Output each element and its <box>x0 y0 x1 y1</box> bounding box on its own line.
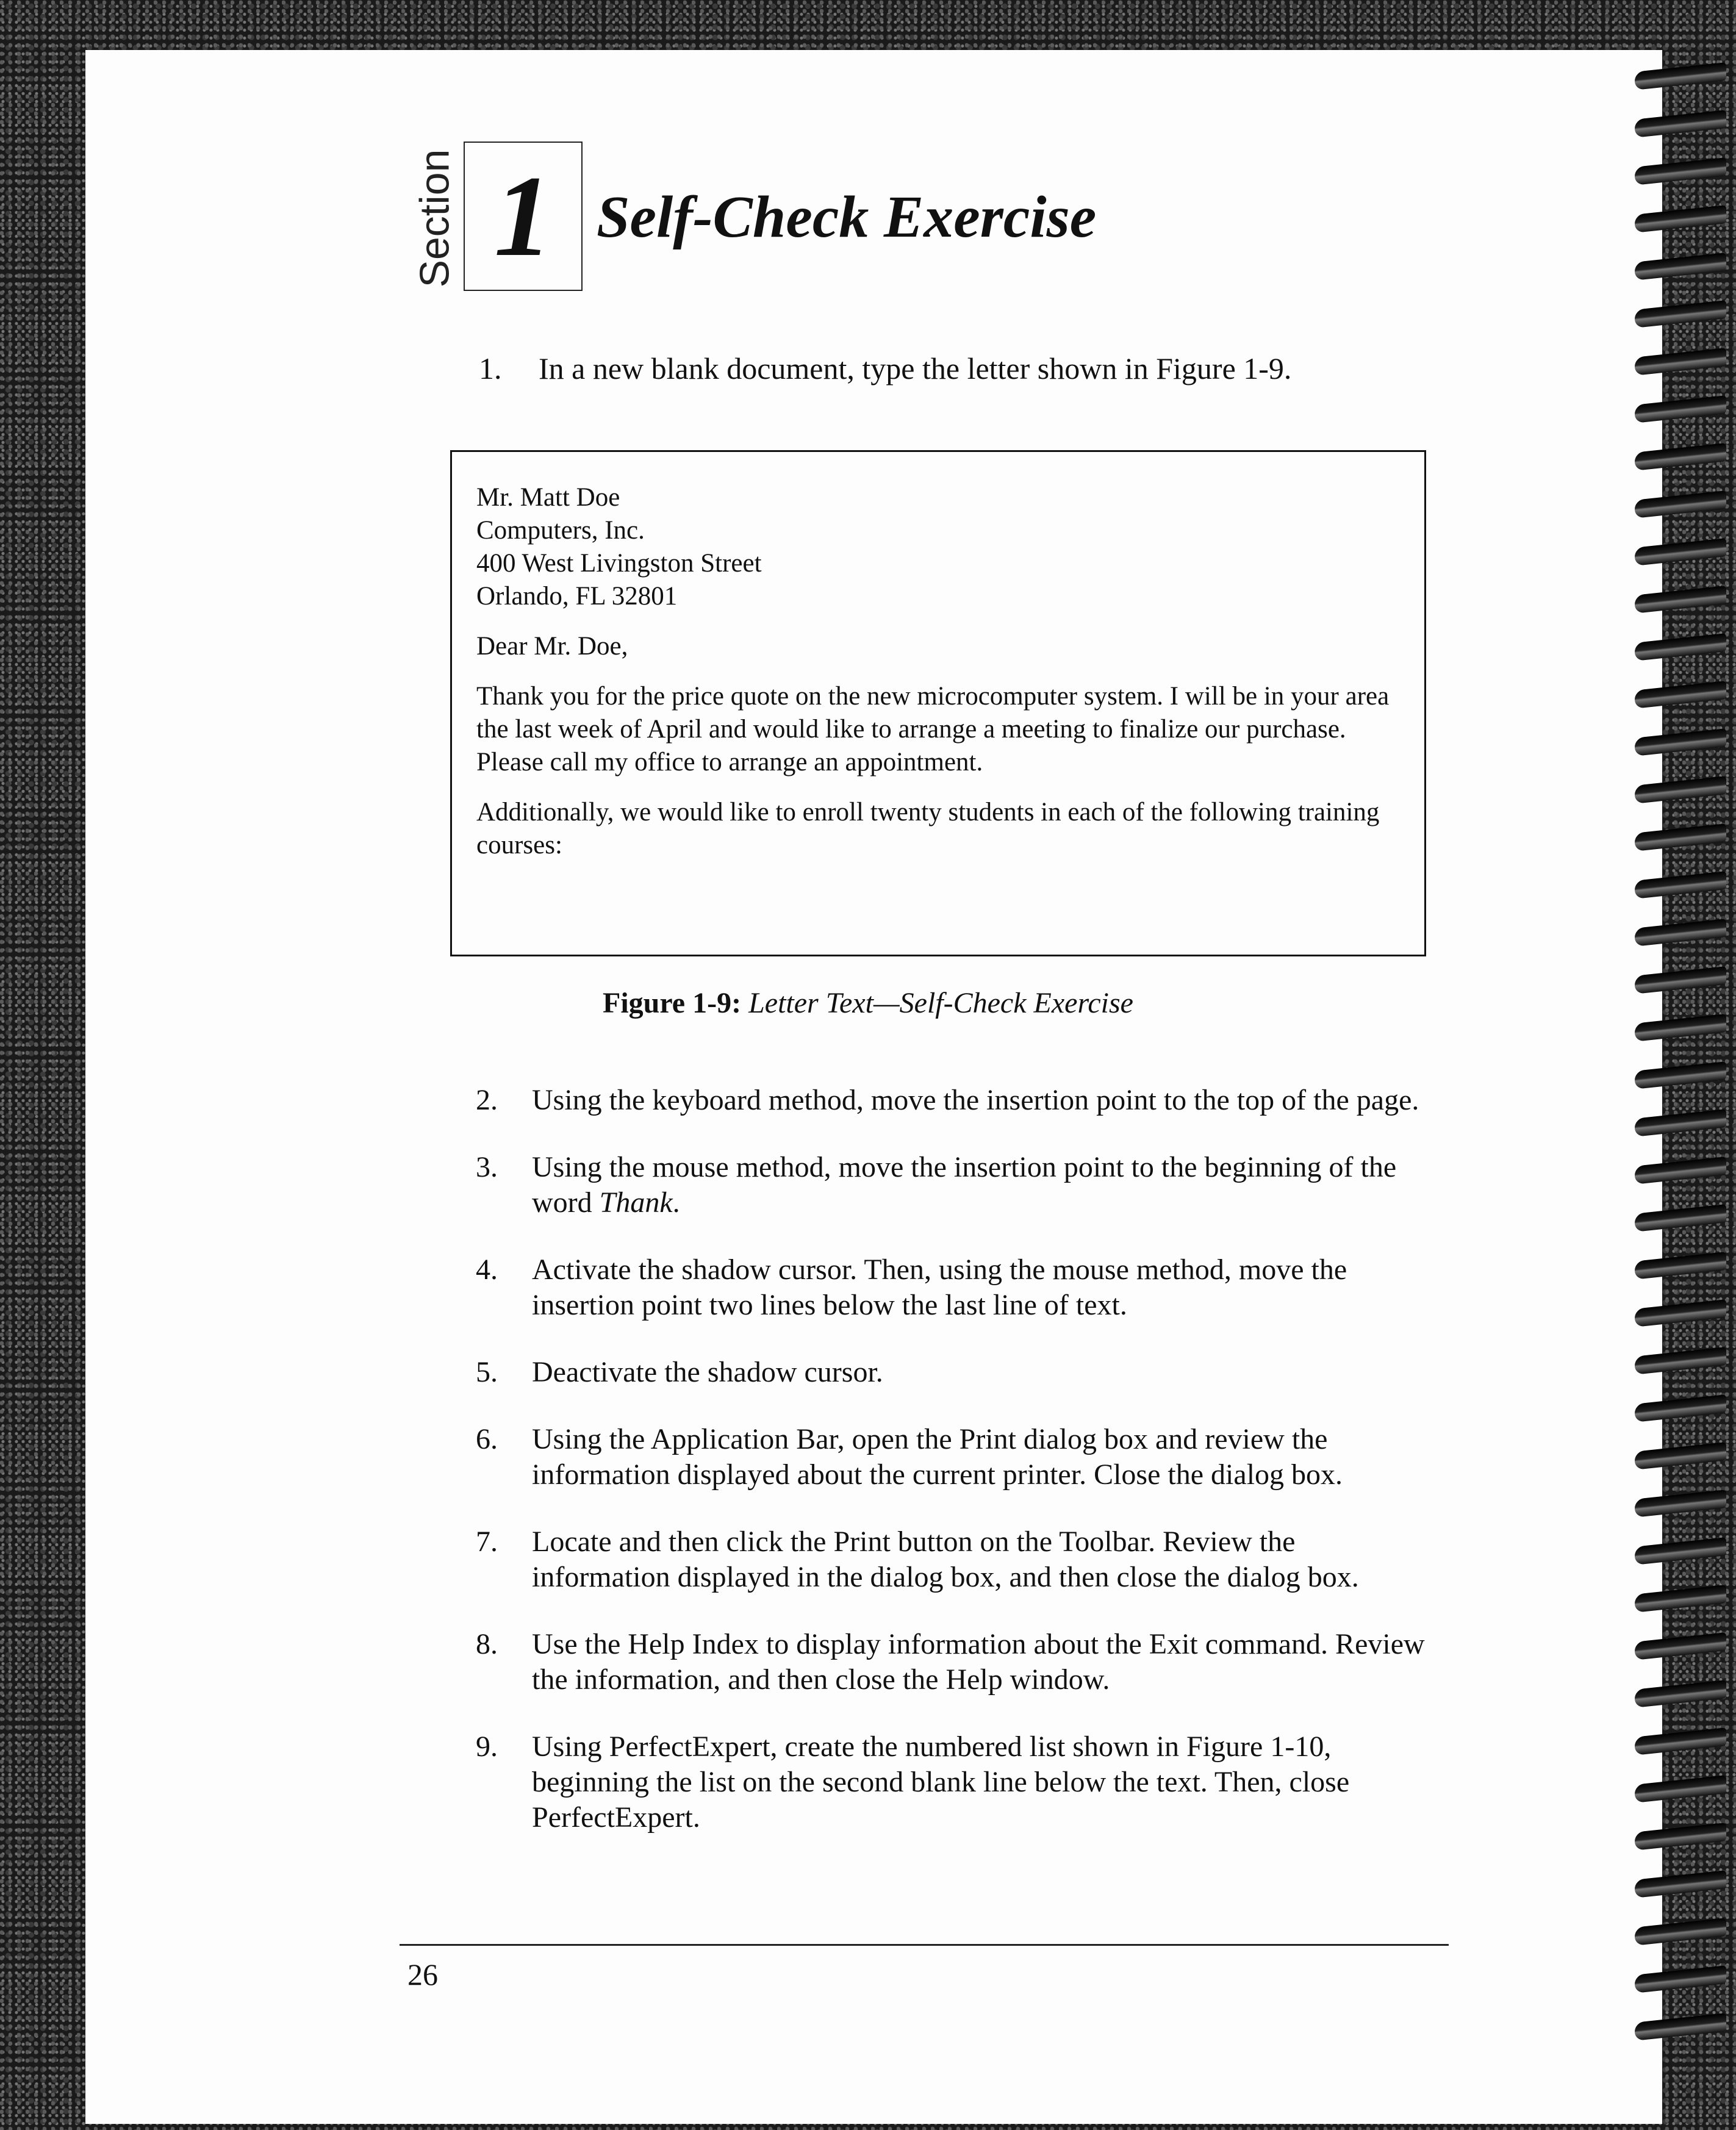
spiral-coil <box>1635 1870 1726 1898</box>
spiral-coil <box>1635 1918 1726 1946</box>
spiral-coil <box>1635 681 1726 709</box>
address-line: 400 West Livingston Street <box>476 549 762 578</box>
spiral-coil <box>1635 823 1726 852</box>
spiral-coil <box>1635 776 1726 804</box>
spiral-coil <box>1635 1394 1726 1422</box>
section-number-box <box>464 142 583 291</box>
spiral-coil <box>1635 157 1726 185</box>
section-number: 1 <box>494 152 552 281</box>
spiral-coil <box>1635 348 1726 376</box>
spiral-coil <box>1635 1347 1726 1375</box>
footer-rule <box>400 1944 1449 1946</box>
spiral-coil <box>1635 1299 1726 1327</box>
spiral-coil <box>1635 1775 1726 1803</box>
step-number: 7. <box>476 1526 498 1558</box>
step-number: 8. <box>476 1628 498 1660</box>
step-text: Using the mouse method, move the insertion point to the beginning of the word <box>532 1151 1397 1219</box>
spiral-coil <box>1635 1156 1726 1185</box>
spiral-coil <box>1635 1632 1726 1660</box>
spiral-coil <box>1635 538 1726 566</box>
spiral-coil <box>1635 586 1726 614</box>
spiral-coil <box>1635 919 1726 947</box>
spiral-coil <box>1635 205 1726 233</box>
step-number: 9. <box>476 1730 498 1763</box>
spiral-coil <box>1635 1680 1726 1708</box>
spiral-coil <box>1635 728 1726 756</box>
step-7 <box>476 1524 1427 1595</box>
step-text: Using the Application Bar, open the Print dialog box and review the information displayed about the current printer. Close the dialog box. <box>532 1423 1343 1491</box>
step-4 <box>476 1252 1427 1323</box>
address-line: Computers, Inc. <box>476 516 645 545</box>
spiral-coil <box>1635 1727 1726 1755</box>
spiral-coil <box>1635 300 1726 328</box>
figure-title: Letter Text—Self-Check Exercise <box>748 987 1133 1019</box>
step-text: Using the keyboard method, move the insertion point to the top of the page. <box>532 1084 1419 1116</box>
step-text: Activate the shadow cursor. Then, using the mouse method, move the insertion point two lines below the last line of text. <box>532 1253 1347 1321</box>
step-emphasis: Thank <box>599 1186 673 1219</box>
step-5 <box>476 1355 1427 1390</box>
section-label: Section <box>411 149 457 287</box>
step-text: Deactivate the shadow cursor. <box>532 1356 883 1388</box>
step-number: 1. <box>479 351 502 385</box>
spiral-binding <box>1635 67 1736 2068</box>
letter-address <box>476 481 1400 613</box>
step-number: 2. <box>476 1084 498 1116</box>
spiral-coil <box>1635 1109 1726 1137</box>
spiral-coil <box>1635 1585 1726 1613</box>
spiral-coil <box>1635 1490 1726 1518</box>
step-number: 6. <box>476 1423 498 1455</box>
step-8 <box>476 1627 1427 1698</box>
step-text: Use the Help Index to display information about the Exit command. Review the information, and then close the Help window. <box>532 1628 1425 1696</box>
spiral-coil <box>1635 1823 1726 1851</box>
step-text: Using PerfectExpert, create the numbered list shown in Figure 1-10, beginning the list on the second blank line below the text. Then, close PerfectExpert. <box>532 1730 1350 1834</box>
spiral-coil <box>1635 1442 1726 1470</box>
step-3 <box>476 1150 1427 1221</box>
spiral-coil <box>1635 633 1726 661</box>
spiral-coil <box>1635 1061 1726 1089</box>
letter-figure <box>450 450 1426 956</box>
address-line: Orlando, FL 32801 <box>476 582 678 611</box>
step-9 <box>476 1729 1427 1835</box>
step-text: Locate and then click the Print button on the Toolbar. Review the information displayed in the dialog box, and then close the dialog box. <box>532 1526 1359 1593</box>
spiral-coil <box>1635 253 1726 281</box>
step-number: 4. <box>476 1253 498 1286</box>
step-number: 5. <box>476 1356 498 1388</box>
page-title: Self-Check Exercise <box>597 184 1097 250</box>
spiral-coil <box>1635 2013 1726 2041</box>
steps-list <box>476 1083 1427 1867</box>
address-line: Mr. Matt Doe <box>476 483 620 512</box>
spiral-coil <box>1635 1204 1726 1232</box>
spiral-coil <box>1635 490 1726 518</box>
step-text-end: . <box>672 1186 680 1219</box>
spiral-coil <box>1635 1537 1726 1565</box>
spiral-coil <box>1635 110 1726 138</box>
page-number: 26 <box>407 1957 438 1992</box>
spiral-coil <box>1635 1965 1726 1993</box>
letter-paragraph-2: Additionally, we would like to enroll twenty students in each of the following training courses: <box>476 798 1380 859</box>
figure-label: Figure 1-9: <box>603 987 742 1019</box>
step-6 <box>476 1422 1427 1493</box>
step-text: In a new blank document, type the letter shown in Figure 1-9. <box>539 351 1292 385</box>
step-number: 3. <box>476 1151 498 1183</box>
figure-caption <box>0 986 1736 1020</box>
spiral-coil <box>1635 443 1726 471</box>
spiral-coil <box>1635 1252 1726 1280</box>
letter-salutation: Dear Mr. Doe, <box>476 632 628 661</box>
step-2 <box>476 1083 1427 1118</box>
spiral-coil <box>1635 871 1726 899</box>
spiral-coil <box>1635 395 1726 423</box>
letter-paragraph-1: Thank you for the price quote on the new microcomputer system. I will be in your area the last week of April and would like to arrange a meeting to finalize our purchase. Please call my office to arrange an appointment. <box>476 682 1390 776</box>
